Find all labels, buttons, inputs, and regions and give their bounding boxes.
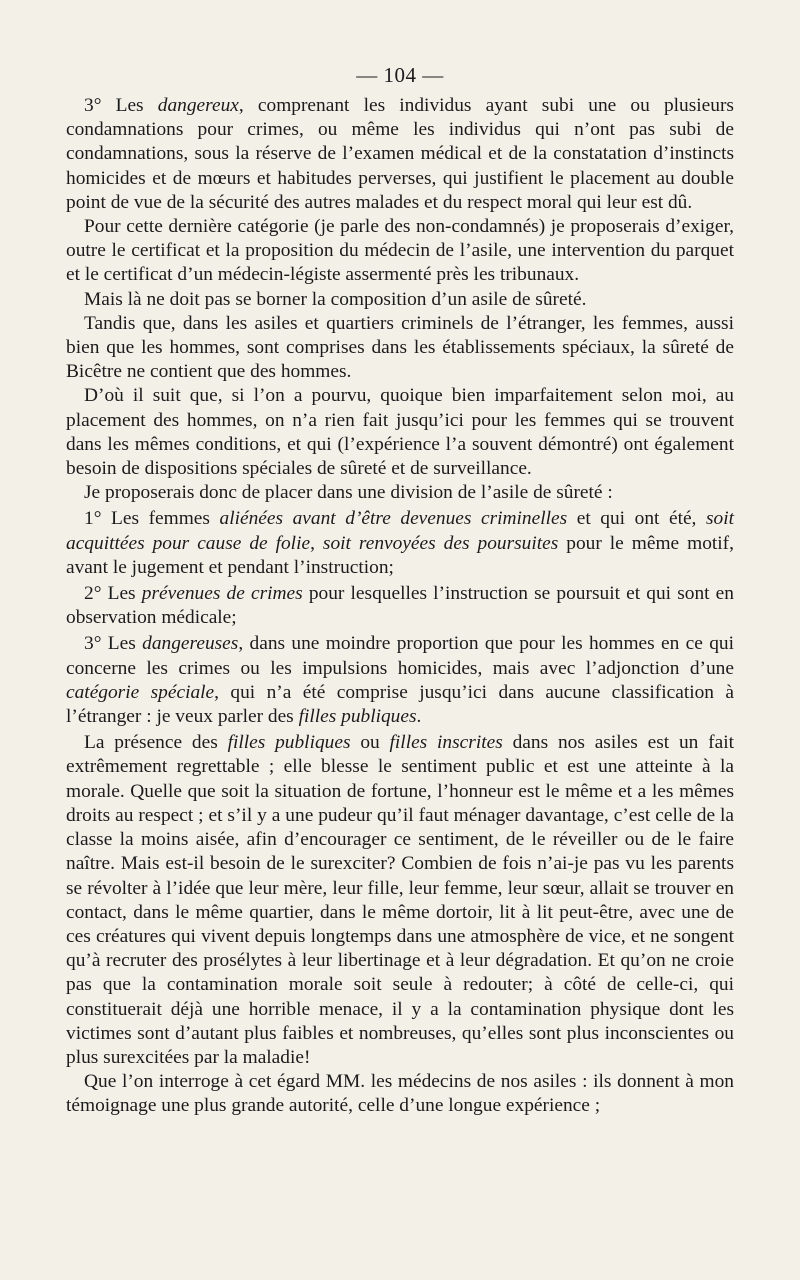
italic-term: dangereuses <box>142 633 239 655</box>
text-span: 3° Les <box>84 633 143 655</box>
paragraph-composition: Mais là ne doit pas se borner la composition d’un asile de sûreté. <box>84 288 587 310</box>
italic-term: prévenues de crimes <box>141 583 303 605</box>
text-span: , qui n’a été comprise jusqu’ici dans aucune classification à l’étranger : je veux parler des <box>66 681 734 728</box>
italic-term: dangereux <box>157 95 239 116</box>
paragraph-temoignage: Que l’on interroge à cet égard MM. les médecins de nos asiles : ils donnent à mon témoignage une plus grande autorité, celle d’une longue expérience ; <box>66 1071 734 1117</box>
paragraph-filles-publiques <box>66 731 734 1070</box>
paragraph-dangereux <box>66 94 734 215</box>
text-span: La présence des <box>84 732 228 754</box>
italic-term: soit renvoyées des poursuites <box>322 532 559 554</box>
text-span: ou <box>350 732 390 754</box>
text-span: et qui ont été, <box>567 508 706 530</box>
text-span: . <box>416 706 422 728</box>
italic-term: soit acquittées pour cause de folie <box>66 508 734 554</box>
italic-term: filles publiques <box>298 706 417 728</box>
text-span: , <box>310 532 323 554</box>
paragraph-etranger: Tandis que, dans les asiles et quartiers criminels de l’étranger, les femmes, aussi bien que les hommes, sont comprises dans les établissements spéciaux, la sûreté de Bicêtre ne contient que des hommes. <box>66 312 734 383</box>
page-number: — 104 — <box>356 63 444 87</box>
text-span: dans nos asiles est un fait extrêmement regrettable ; elle blesse le sentiment public et est une atteinte à la morale. Quelle que soit la situation de fortune, l’honneur est le même et a les mêmes droits au respect ; et s’il y a une pudeur qu’il faut ménager davantage, c’est celle de la classe la moins aisée, afin d’encourager ce sentiment, de le réveiller ou de le faire naître. Mais est-il besoin de le surexciter? Combien de fois n’ai-je pas vu les parents se révolter à l’idée que leur mère, leur fille, leur femme, leur sœur, allait se trouver en contact, dans le même quartier, dans le même dortoir, lit à lit peut-être, avec une de ces créatures qui vivent depuis longtemps dans une atmosphère de vice, et ne songent qu’à recruter des prosélytes à leur libertinage et à leur dégradation. Et qu’on ne croie pas que la contamination morale soit seule à redouter; à côté de celle-ci, qui constituerait déjà une horrible menace, il y a la contamination physique dont les victimes sont d’autant plus faibles et nombreuses, qu’elles sont plus inconscientes ou plus surexcitées par la maladie! <box>66 732 734 1068</box>
paragraph-proposition: Je proposerais donc de placer dans une division de l’asile de sûreté : <box>84 482 613 504</box>
paragraph-item-1 <box>66 507 734 580</box>
paragraph-item-2 <box>66 582 734 630</box>
paragraph-item-3 <box>66 632 734 729</box>
italic-term: filles inscrites <box>389 732 503 754</box>
text-span: 1° Les femmes <box>84 508 220 530</box>
paragraph-non-condamnes: Pour cette dernière catégorie (je parle des non-condamnés) je proposerais d’exiger, outre le certificat et la proposition du médecin de l’asile, une intervention du parquet et le certificat d’un médecin-légiste assermenté près les tribunaux. <box>66 216 734 286</box>
text-span: pour lesquelles l’instruction se poursuit et qui sont en observation médicale; <box>66 583 734 629</box>
text-span: 2° Les <box>84 583 142 605</box>
text-span: , dans une moindre proportion que pour les hommes en ce qui concerne les crimes ou les impulsions homicides, mais avec l’adjonction d’une <box>66 633 734 679</box>
text-span: , comprenant les individus ayant subi une ou plusieurs condamnations pour crimes, ou même les individus qui n’ont pas subi de condamnations, sous la réserve de l’examen médical et de la constatation d’instincts homicides et de mœurs et habitudes perverses, qui justifient le placement au double point de vue de la sécurité des autres malades et du respect moral qui leur est dû. <box>66 95 734 213</box>
italic-term: filles publiques <box>227 732 351 754</box>
italic-term: catégorie spéciale <box>66 681 215 703</box>
text-span: 3° Les <box>84 95 158 116</box>
body-text <box>66 94 734 1119</box>
text-span: pour le même motif, avant le jugement et pendant l’instruction; <box>66 532 734 578</box>
italic-term: aliénées avant d’être devenues criminelles <box>219 508 568 530</box>
paragraph-femmes: D’où il suit que, si l’on a pourvu, quoique bien imparfaitement selon moi, au placement des hommes, on n’a rien fait jusqu’ici pour les femmes qui se trouvent dans les mêmes conditions, et qui (l’expérience l’a souvent démontré) ont également besoin de dispositions spéciales de sûreté et de surveillance. <box>66 385 734 480</box>
